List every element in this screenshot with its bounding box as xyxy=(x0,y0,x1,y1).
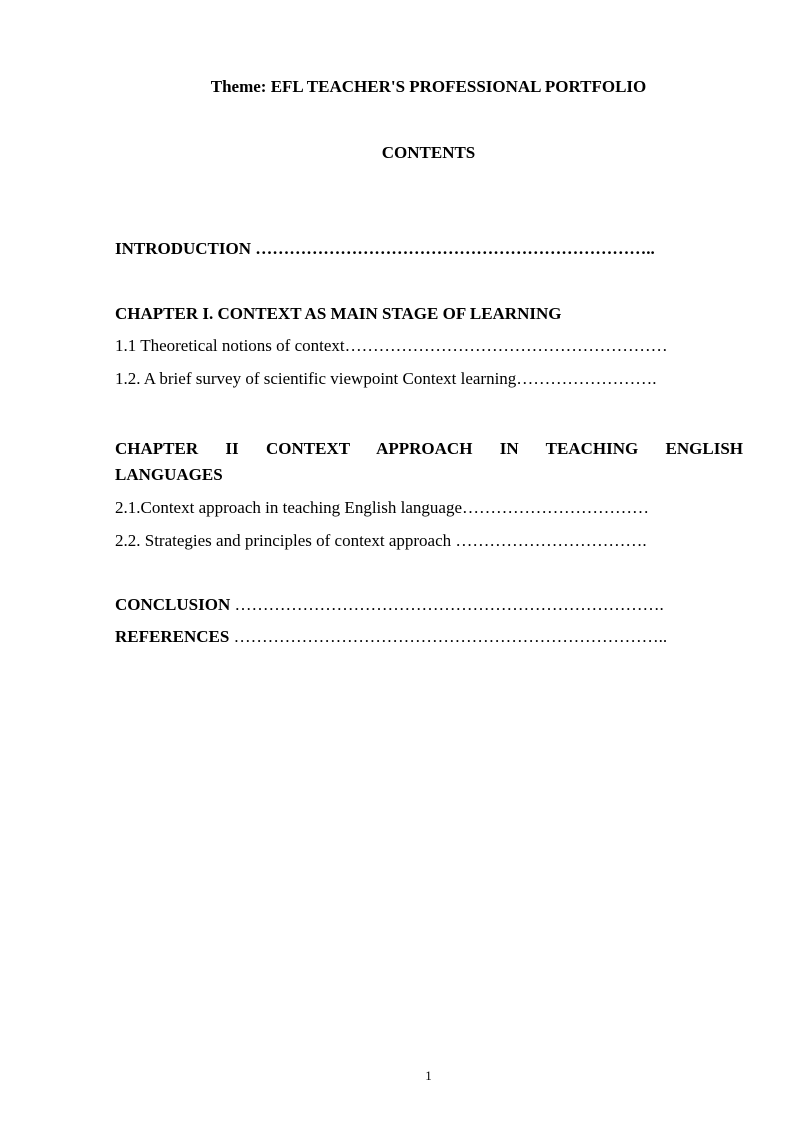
conclusion-leader-dots: …………………………………………………………………. xyxy=(230,595,664,614)
toc-entry-references xyxy=(115,627,743,647)
toc-entry-section-2-2: 2.2. Strategies and principles of context approach ……………………………. xyxy=(115,531,647,550)
toc-chapter-1-title: CHAPTER I. CONTEXT AS MAIN STAGE OF LEARNING xyxy=(115,304,562,323)
toc-entry-introduction: INTRODUCTION …………………………………………………………….. xyxy=(115,239,655,258)
toc-entry-section-2-1: 2.1.Context approach in teaching English language…………………………… xyxy=(115,498,649,517)
references-leader-dots: ………………………………………………………………….. xyxy=(229,627,668,646)
toc-entry-conclusion xyxy=(115,595,743,615)
page-number: 1 xyxy=(425,1068,432,1083)
contents-heading: CONTENTS xyxy=(381,143,476,162)
toc-entry-section-1-2: 1.2. A brief survey of scientific viewpoint Context learning……………………. xyxy=(115,369,657,388)
references-label: REFERENCES xyxy=(115,627,230,646)
toc-chapter-2-title-line-1: CHAPTER II CONTEXT APPROACH IN TEACHING ENGLISH xyxy=(115,439,743,458)
conclusion-label: CONCLUSION xyxy=(115,595,231,614)
document-theme-title: Theme: EFL TEACHER'S PROFESSIONAL PORTFOLIO xyxy=(210,77,647,96)
toc-chapter-2-title-line-2: LANGUAGES xyxy=(115,465,223,484)
toc-entry-section-1-1: 1.1 Theoretical notions of context………………………………………………… xyxy=(115,336,668,355)
